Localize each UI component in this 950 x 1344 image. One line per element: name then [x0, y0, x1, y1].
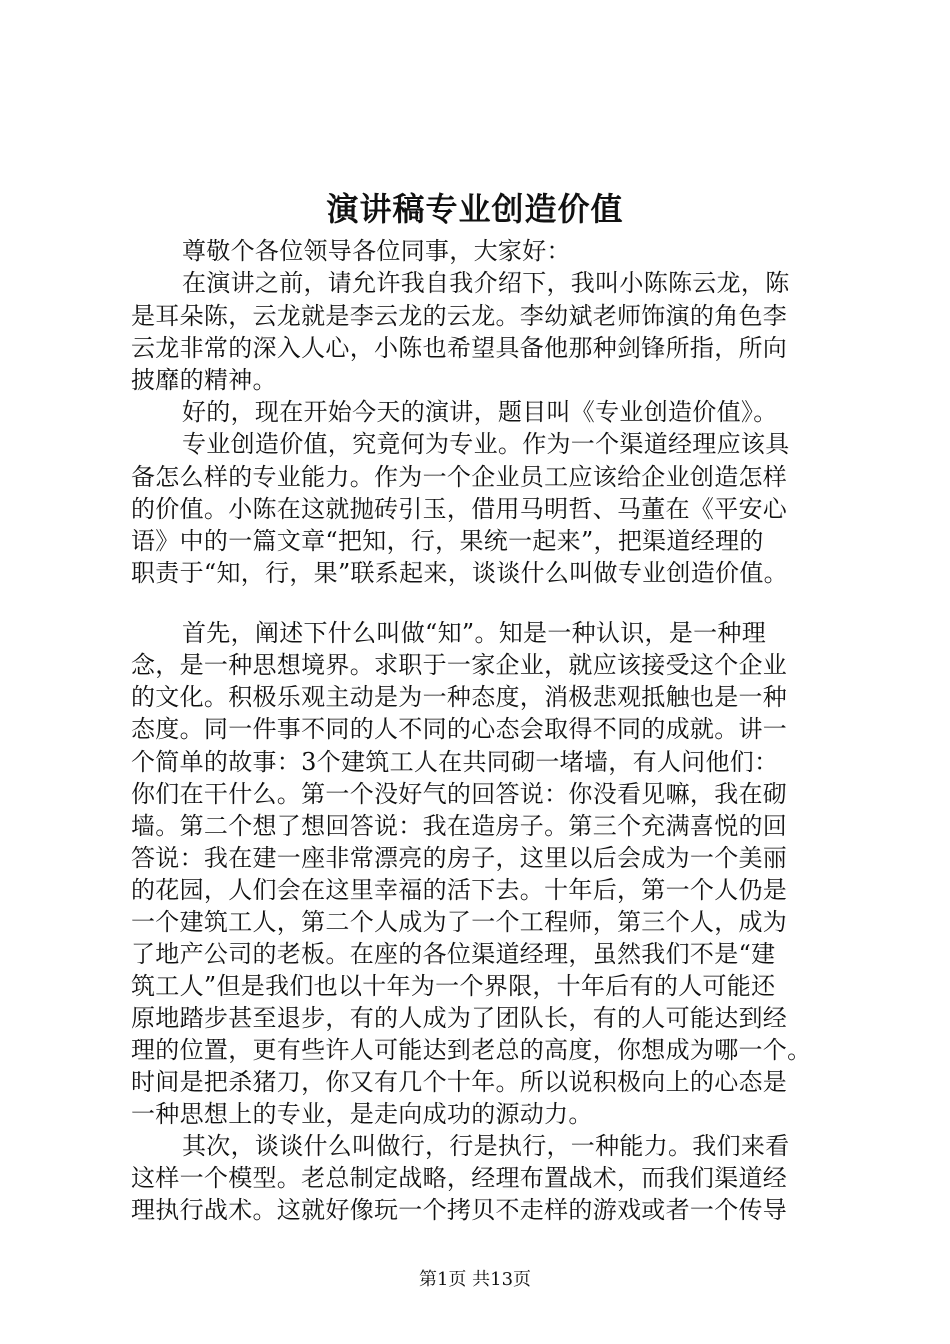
body-line: 专业创造价值，究竟何为专业。作为一个渠道经理应该具	[182, 430, 790, 458]
body-line: 这样一个模型。老总制定战略，经理布置战术，而我们渠道经	[131, 1164, 788, 1192]
body-line: 时间是把杀猪刀，你又有几个十年。所以说积极向上的心态是	[131, 1068, 788, 1096]
body-line: 了地产公司的老板。在座的各位渠道经理，虽然我们不是“建	[131, 940, 776, 968]
body-line: 答说：我在建一座非常漂亮的房子，这里以后会成为一个美丽	[131, 844, 788, 872]
body-line: 在演讲之前，请允许我自我介绍下，我叫小陈陈云龙，陈	[182, 269, 790, 297]
body-line: 职责于“知，行，果”联系起来，谈谈什么叫做专业创造价值。	[131, 559, 788, 587]
body-line: 个简单的故事：3个建筑工人在共同砌一堵墙，有人问他们：	[131, 748, 779, 776]
body-line: 云龙非常的深入人心，小陈也希望具备他那种剑锋所指，所向	[131, 334, 788, 362]
body-line: 的花园，人们会在这里幸福的活下去。十年后，第一个人仍是	[131, 876, 788, 904]
body-line: 原地踏步甚至退步，有的人成为了团队长，有的人可能达到经	[131, 1004, 788, 1032]
body-line: 墙。第二个想了想回答说：我在造房子。第三个充满喜悦的回	[131, 812, 788, 840]
body-line: 一种思想上的专业，是走向成功的源动力。	[131, 1100, 593, 1128]
body-line: 的价值。小陈在这就抛砖引玉，借用马明哲、马董在《平安心	[131, 495, 788, 523]
body-line: 首先，阐述下什么叫做“知”。知是一种认识，是一种理	[182, 619, 767, 647]
body-line: 的文化。积极乐观主动是为一种态度，消极悲观抵触也是一种	[131, 683, 788, 711]
body-line: 一个建筑工人，第二个人成为了一个工程师，第三个人，成为	[131, 908, 788, 936]
body-line: 尊敬个各位领导各位同事，大家好：	[182, 237, 571, 265]
body-line: 理的位置，更有些许人可能达到老总的高度，你想成为哪一个。	[131, 1036, 812, 1064]
body-line: 念，是一种思想境界。求职于一家企业，就应该接受这个企业	[131, 651, 788, 679]
body-line: 备怎么样的专业能力。作为一个企业员工应该给企业创造怎样	[131, 463, 788, 491]
body-line: 你们在干什么。第一个没好气的回答说：你没看见嘛，我在砌	[131, 780, 788, 808]
body-line: 语》中的一篇文章“把知，行，果统一起来”，把渠道经理的	[131, 527, 764, 555]
body-line: 其次，谈谈什么叫做行，行是执行，一种能力。我们来看	[182, 1132, 790, 1160]
body-line: 是耳朵陈，云龙就是李云龙的云龙。李幼斌老师饰演的角色李	[131, 302, 788, 330]
body-line: 态度。同一件事不同的人不同的心态会取得不同的成就。讲一	[131, 715, 788, 743]
body-line: 理执行战术。这就好像玩一个拷贝不走样的游戏或者一个传导	[131, 1196, 788, 1224]
body-line: 披靡的精神。	[131, 366, 277, 394]
page-footer: 第1页 共13页	[418, 1269, 532, 1290]
body-line: 筑工人”但是我们也以十年为一个界限，十年后有的人可能还	[131, 972, 776, 1000]
document-title: 演讲稿专业创造价值	[326, 190, 624, 228]
body-line: 好的，现在开始今天的演讲，题目叫《专业创造价值》。	[182, 398, 778, 426]
